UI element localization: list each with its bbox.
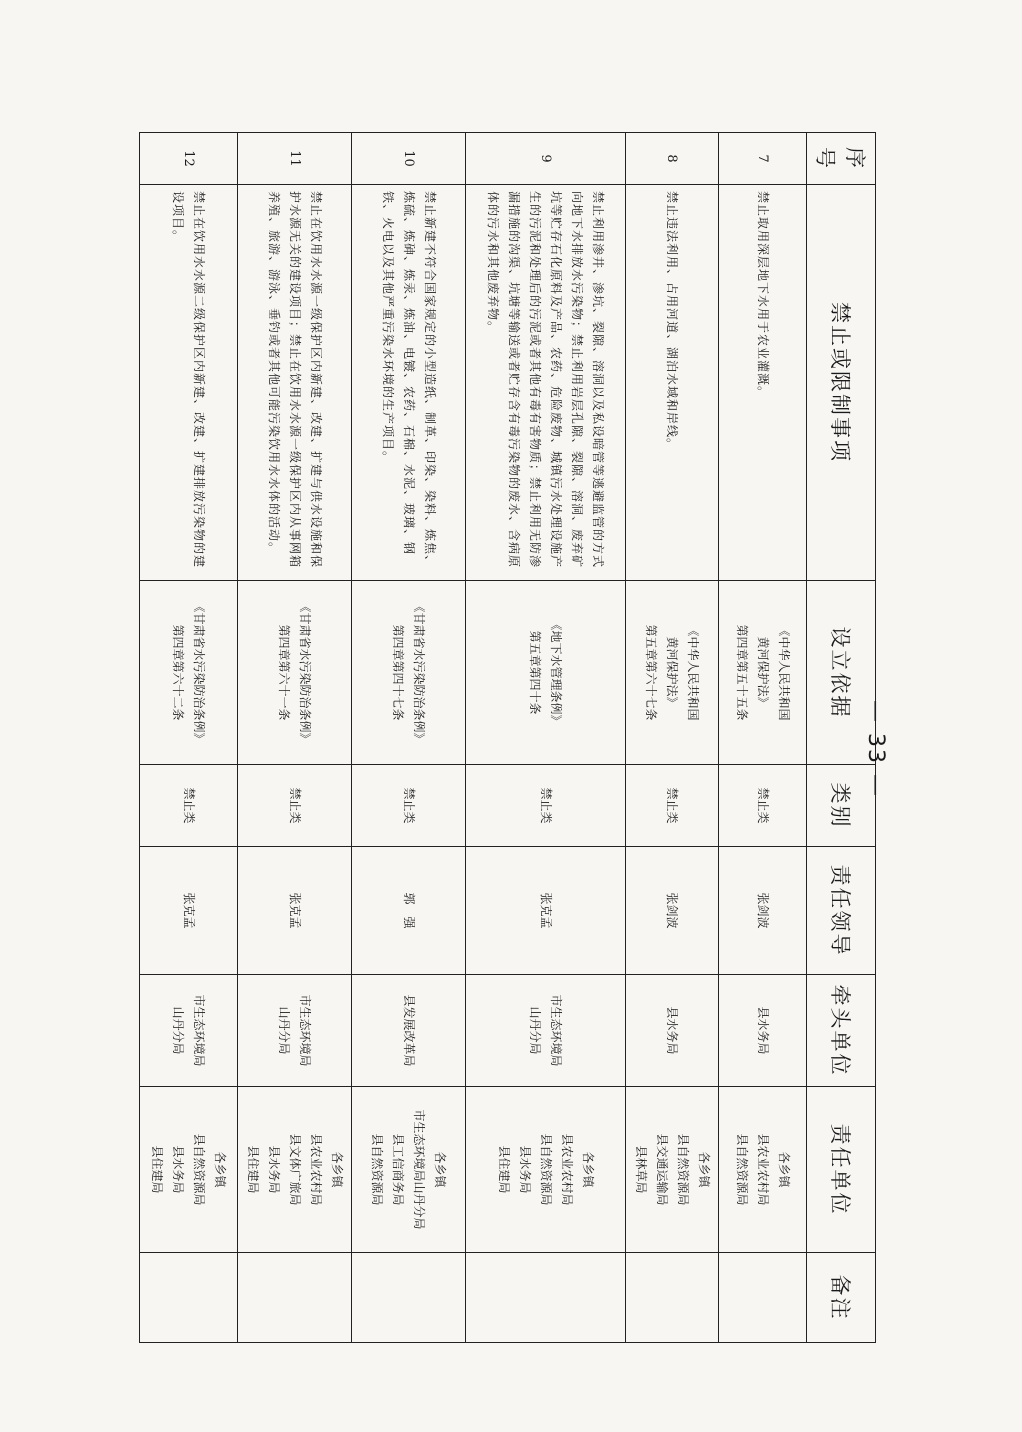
cell-resp-units <box>719 1087 807 1253</box>
resp-units-line: 各乡镇 <box>213 1151 228 1188</box>
header-matter: 禁止或限制事项 <box>807 185 876 581</box>
basis-line: 第四章第六十一条 <box>277 624 292 721</box>
cell-resp-units <box>466 1087 626 1253</box>
resp-units-line: 县住建局 <box>150 1145 165 1194</box>
basis-line: 《甘肃省水污染防治条例》 <box>412 600 427 745</box>
lead-unit-line: 县发展改革局 <box>402 994 416 1067</box>
cell-remark <box>466 1253 626 1343</box>
cell-lead-unit <box>719 975 807 1087</box>
resp-units-line: 县住建局 <box>246 1145 260 1194</box>
cell-leader: 张克孟 <box>466 847 626 975</box>
cell-lead-unit <box>140 975 238 1087</box>
resp-units-line: 县工信商务局 <box>391 1133 406 1206</box>
basis-line: 《中华人民共和国 <box>686 624 701 721</box>
cell-resp-units <box>238 1087 352 1253</box>
cell-matter: 禁止新建不符合国家规定的小型造纸、制革、印染、染料、炼焦、炼硫、炼砷、炼汞、炼油、电镀、农药、石棉、水泥、玻璃、钢铁、火电以及其他严重污染水环境的生产项目。 <box>352 185 466 581</box>
cell-basis <box>140 581 238 765</box>
basis-line: 《中华人民共和国 <box>777 624 791 721</box>
cell-matter: 禁止在饮用水水源二级保护区内新建、改建、扩建排放污染物的建设项目。 <box>140 185 238 581</box>
lead-unit-line: 山丹分局 <box>171 1006 186 1055</box>
cell-basis <box>352 581 466 765</box>
cell-remark <box>140 1253 238 1343</box>
basis-line: 第五章第四十条 <box>528 630 543 715</box>
lead-unit-line: 市生态环境局 <box>298 994 313 1067</box>
resp-units-line: 县农业农村局 <box>560 1133 574 1206</box>
resp-units-line: 县自然资源局 <box>370 1133 385 1206</box>
cell-lead-unit <box>238 975 352 1087</box>
resp-units-line: 各乡镇 <box>777 1151 791 1188</box>
cell-matter: 禁止利用渗井、渗坑、裂隙、溶洞以及私设暗管等逃避监管的方式向地下水排放水污染物；禁止利用岩层孔隙、裂隙、溶洞、废弃矿坑等贮存石化原料及产品、农药、危险废物、城镇污水处理设施产生的污泥和处理后的污泥或者其他有毒有害物质；禁止利用无防渗漏措施的沟渠、坑塘等输送或者贮存含有毒污染物的废水、含病原体的污水和其他废弃物。 <box>466 185 626 581</box>
cell-matter: 禁止在饮用水水源一级保护区内新建、改建、扩建与供水设施和保护水源无关的建设项目；禁止在饮用水水源一级保护区内从事网箱养殖、旅游、游泳、垂钓或者其他可能污染饮用水水体的活动。 <box>238 185 352 581</box>
cell-leader: 张剑波 <box>626 847 719 975</box>
resp-units-line: 市生态环境局山丹分局 <box>412 1109 427 1230</box>
cell-no: 11 <box>238 133 352 185</box>
cell-basis <box>466 581 626 765</box>
cell-remark <box>719 1253 807 1343</box>
cell-basis <box>719 581 807 765</box>
resp-units-line: 县交通运输局 <box>655 1133 669 1206</box>
basis-line: 《甘肃省水污染防治条例》 <box>192 600 207 745</box>
resp-units-line: 县自然资源局 <box>676 1133 690 1206</box>
cell-category: 禁止类 <box>140 765 238 847</box>
basis-line: 第五章第六十七条 <box>644 624 659 721</box>
cell-no: 12 <box>140 133 238 185</box>
cell-remark <box>626 1253 719 1343</box>
resp-units-line: 县文体广旅局 <box>288 1133 302 1206</box>
table-row <box>140 133 238 1343</box>
table-row <box>719 133 807 1343</box>
resp-units-line: 县农业农村局 <box>309 1133 323 1206</box>
basis-line: 《地下水管理条例》 <box>549 618 564 727</box>
lead-unit-line: 县水务局 <box>756 1006 770 1055</box>
cell-basis <box>626 581 719 765</box>
cell-no: 9 <box>466 133 626 185</box>
cell-category: 禁止类 <box>719 765 807 847</box>
cell-lead-unit <box>466 975 626 1087</box>
resp-units-line: 县农业农村局 <box>756 1133 770 1206</box>
header-remark: 备注 <box>807 1253 876 1343</box>
basis-line: 黄河保护法》 <box>665 636 680 709</box>
basis-line: 《甘肃省水污染防治条例》 <box>298 600 313 745</box>
cell-resp-units <box>626 1087 719 1253</box>
table-row <box>626 133 719 1343</box>
resp-units-line: 各乡镇 <box>581 1151 595 1188</box>
lead-unit-line: 县水务局 <box>665 1006 680 1055</box>
page-number: — 33 — <box>863 700 888 798</box>
basis-line: 黄河保护法》 <box>756 636 770 709</box>
resp-units-line: 县自然资源局 <box>539 1133 553 1206</box>
resp-units-line: 各乡镇 <box>330 1151 344 1188</box>
cell-category: 禁止类 <box>466 765 626 847</box>
basis-line: 第四章第六十二条 <box>171 624 186 721</box>
table-row <box>352 133 466 1343</box>
header-leader: 责任领导 <box>807 847 876 975</box>
lead-unit-line: 山丹分局 <box>528 1006 543 1055</box>
cell-resp-units <box>352 1087 466 1253</box>
cell-matter: 禁止取用深层地下水用于农业灌溉。 <box>719 185 807 581</box>
cell-leader: 张克孟 <box>238 847 352 975</box>
table-row <box>466 133 626 1343</box>
resp-units-line: 县自然资源局 <box>735 1133 749 1206</box>
table-row <box>238 133 352 1343</box>
header-no: 序号 <box>807 133 876 185</box>
resp-units-line: 县水务局 <box>267 1145 281 1194</box>
basis-line: 第四章第五十五条 <box>735 624 749 721</box>
header-lead-unit: 牵头单位 <box>807 975 876 1087</box>
cell-lead-unit <box>352 975 466 1087</box>
cell-no: 10 <box>352 133 466 185</box>
cell-leader: 张克孟 <box>140 847 238 975</box>
lead-unit-line: 山丹分局 <box>277 1006 292 1055</box>
resp-units-line: 县自然资源局 <box>192 1133 207 1206</box>
restriction-table <box>139 132 876 1343</box>
cell-remark <box>238 1253 352 1343</box>
cell-resp-units <box>140 1087 238 1253</box>
cell-category: 禁止类 <box>626 765 719 847</box>
cell-leader: 张剑波 <box>719 847 807 975</box>
cell-matter: 禁止违法利用、占用河道、湖泊水域和岸线。 <box>626 185 719 581</box>
header-category: 类别 <box>807 765 876 847</box>
cell-category: 禁止类 <box>238 765 352 847</box>
header-resp-units: 责任单位 <box>807 1087 876 1253</box>
cell-remark <box>352 1253 466 1343</box>
cell-category: 禁止类 <box>352 765 466 847</box>
lead-unit-line: 市生态环境局 <box>192 994 207 1067</box>
header-basis: 设立依据 <box>807 581 876 765</box>
cell-leader: 郭 强 <box>352 847 466 975</box>
rotated-table-sheet <box>150 132 876 1342</box>
resp-units-line: 各乡镇 <box>433 1151 448 1188</box>
cell-no: 8 <box>626 133 719 185</box>
lead-unit-line: 市生态环境局 <box>549 994 564 1067</box>
resp-units-line: 县住建局 <box>497 1145 511 1194</box>
resp-units-line: 县林草局 <box>634 1145 648 1194</box>
cell-basis <box>238 581 352 765</box>
resp-units-line: 县水务局 <box>518 1145 532 1194</box>
cell-lead-unit <box>626 975 719 1087</box>
resp-units-line: 各乡镇 <box>697 1151 711 1188</box>
cell-no: 7 <box>719 133 807 185</box>
resp-units-line: 县水务局 <box>171 1145 186 1194</box>
basis-line: 第四章第四十七条 <box>391 624 406 721</box>
